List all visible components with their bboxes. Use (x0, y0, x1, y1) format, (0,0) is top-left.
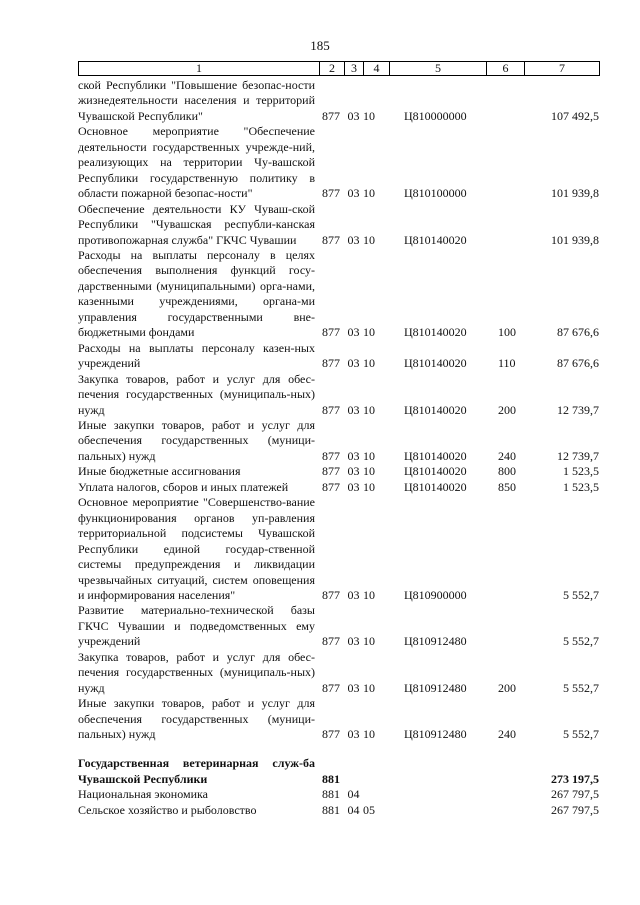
row-name: Обеспечение деятельности КУ Чуваш-ской Республики "Чувашская республи-канская противопожарная служба" ГКЧС Чувашии (78, 201, 315, 247)
table-row (78, 418, 599, 464)
row-amount: 273 197,5 (551, 771, 599, 786)
table-row (78, 464, 599, 479)
table-row (78, 124, 599, 201)
row-code-expense-type (486, 202, 524, 248)
row-name: Национальная экономика (78, 787, 208, 802)
row-code-admin: 881 (322, 802, 340, 817)
row-code-section: 03 (347, 232, 360, 247)
row-code-admin: 877 (322, 232, 340, 247)
row-amount: 101 939,8 (551, 232, 599, 247)
row-code-target: Ц810912480 (404, 727, 467, 742)
row-amount: 5 552,7 (563, 680, 599, 695)
row-amount: 101 939,8 (551, 186, 599, 201)
row-name: Расходы на выплаты персоналу казен-ных учреждений (78, 340, 315, 371)
budget-table (78, 78, 599, 818)
row-code-target: Ц810140020 (404, 356, 467, 371)
row-amount: 107 492,5 (551, 108, 599, 123)
row-code-subsection: 10 (363, 325, 375, 340)
row-code-section: 03 (347, 186, 360, 201)
row-code-expense-type (486, 756, 524, 787)
row-code-admin: 877 (322, 325, 340, 340)
row-code-subsection: 10 (363, 448, 375, 463)
row-code-subsection: 10 (363, 356, 375, 371)
row-code-section: 03 (347, 680, 360, 695)
row-code-expense-type: 850 (498, 479, 516, 494)
row-name: ской Республики "Повышение безопас-ности жизнедеятельности населения и территорий Чувашской Республики" (78, 78, 315, 123)
table-row (78, 248, 599, 341)
row-code-section: 03 (347, 634, 360, 649)
row-code-section: 03 (347, 587, 360, 602)
row-code-expense-type (486, 603, 524, 649)
row-name: Закупка товаров, работ и услуг для обес-печения государственных (муниципаль-ных) нужд (78, 649, 315, 695)
row-code-admin: 881 (322, 771, 340, 786)
row-code-target: Ц810140020 (404, 479, 467, 494)
row-code-section: 04 (347, 802, 360, 817)
row-amount: 12 739,7 (557, 448, 599, 463)
row-code-target: Ц810140020 (404, 464, 467, 479)
row-name: Основное мероприятие "Обеспечение деятельности государственных учрежде-ний, реализующих на территории Чу-вашской Республики государственную политику в области пожарной безопас-ности" (78, 124, 315, 201)
row-amount: 12 739,7 (557, 402, 599, 417)
row-amount: 267 797,5 (551, 802, 599, 817)
row-spacer (78, 742, 599, 756)
row-code-section: 03 (347, 108, 360, 123)
row-name: Государственная ветеринарная служ-ба Чувашской Республики (78, 756, 315, 786)
row-code-expense-type: 200 (498, 680, 516, 695)
row-code-expense-type: 100 (498, 325, 516, 340)
column-header: 5 (390, 62, 487, 76)
row-code-admin: 877 (322, 448, 340, 463)
row-amount: 5 552,7 (563, 634, 599, 649)
row-amount: 5 552,7 (563, 587, 599, 602)
row-code-expense-type (486, 78, 524, 124)
row-code-admin: 877 (322, 108, 340, 123)
table-row (78, 696, 599, 742)
row-code-section: 04 (347, 787, 360, 802)
row-code-target (389, 756, 486, 787)
row-code-subsection: 10 (363, 479, 375, 494)
row-code-admin: 877 (322, 680, 340, 695)
row-code-subsection: 10 (363, 402, 375, 417)
column-header: 6 (487, 62, 525, 76)
row-code-admin: 877 (322, 402, 340, 417)
row-amount: 87 676,6 (557, 325, 599, 340)
row-code-expense-type (486, 803, 524, 818)
row-code-expense-type (486, 787, 524, 802)
row-code-section: 03 (347, 727, 360, 742)
row-code-subsection: 05 (363, 802, 375, 817)
row-code-section: 03 (347, 448, 360, 463)
table-row (78, 480, 599, 495)
row-code-admin: 881 (322, 787, 340, 802)
row-code-expense-type: 240 (498, 448, 516, 463)
row-code-admin: 877 (322, 186, 340, 201)
row-code-target: Ц810912480 (404, 680, 467, 695)
row-code-target: Ц810100000 (404, 186, 467, 201)
table-row (78, 341, 599, 372)
row-amount: 1 523,5 (563, 479, 599, 494)
row-name: Развитие материально-технической базы ГКЧС Чувашии и подведомственных ему учреждений (78, 603, 315, 649)
row-code-section: 03 (347, 356, 360, 371)
table-row (78, 202, 599, 248)
row-code-subsection: 10 (363, 232, 375, 247)
row-code-expense-type (486, 124, 524, 201)
column-header: 3 (345, 62, 364, 76)
row-code-subsection: 10 (363, 186, 375, 201)
table-row (78, 650, 599, 696)
row-code-target: Ц810912480 (404, 634, 467, 649)
row-amount: 5 552,7 (563, 727, 599, 742)
row-code-admin: 877 (322, 727, 340, 742)
row-name: Расходы на выплаты персоналу в целях обеспечения выполнения функций госу-дарственными (муниципальными) орга-нами, казенными учреждениями, органа-ми управления государственными вне-бюджетными фондами (78, 247, 315, 340)
row-code-subsection: 10 (363, 587, 375, 602)
row-code-target: Ц810000000 (404, 108, 467, 123)
table-row (78, 803, 599, 818)
row-code-subsection (363, 756, 389, 787)
row-code-section: 03 (347, 464, 360, 479)
table-row (78, 495, 599, 603)
row-code-subsection: 10 (363, 727, 375, 742)
row-code-target: Ц810140020 (404, 448, 467, 463)
table-row (78, 372, 599, 418)
row-code-target (389, 803, 486, 818)
table-header (78, 61, 600, 76)
row-name: Иные закупки товаров, работ и услуг для обеспечения государственных (муници-пальных) нужд (78, 417, 315, 463)
column-header: 4 (364, 62, 390, 76)
column-header: 2 (320, 62, 345, 76)
row-code-section (344, 756, 363, 787)
row-code-subsection (363, 787, 389, 802)
row-code-section: 03 (347, 325, 360, 340)
row-code-admin: 877 (322, 479, 340, 494)
row-code-expense-type: 800 (498, 464, 516, 479)
row-name: Сельское хозяйство и рыболовство (78, 802, 257, 817)
row-code-admin: 877 (322, 356, 340, 371)
row-name: Уплата налогов, сборов и иных платежей (78, 479, 289, 494)
table-row (78, 78, 599, 124)
row-amount: 1 523,5 (563, 464, 599, 479)
row-code-admin: 877 (322, 634, 340, 649)
table-row (78, 787, 599, 802)
row-code-subsection: 10 (363, 464, 375, 479)
row-name: Иные бюджетные ассигнования (78, 464, 241, 479)
table-row (78, 603, 599, 649)
row-code-target: Ц810140020 (404, 402, 467, 417)
row-amount: 87 676,6 (557, 356, 599, 371)
row-code-target: Ц810140020 (404, 232, 467, 247)
row-amount: 267 797,5 (551, 787, 599, 802)
row-name: Основное мероприятие "Совершенство-вание функционирования органов уп-равления территориальной подсистемы Чувашской Республики единой государ-ственной системы предупреждения и ликвидации чрезвычайных ситуаций, систем оповещения и информирования населения" (78, 495, 315, 602)
row-code-section: 03 (347, 479, 360, 494)
row-code-subsection: 10 (363, 108, 375, 123)
row-code-section: 03 (347, 402, 360, 417)
row-code-expense-type: 110 (498, 356, 516, 371)
page-number: 185 (310, 38, 330, 53)
row-code-target: Ц810900000 (404, 587, 467, 602)
column-header: 7 (525, 62, 600, 76)
row-code-admin: 877 (322, 587, 340, 602)
row-code-subsection: 10 (363, 680, 375, 695)
row-name: Иные закупки товаров, работ и услуг для обеспечения государственных (муници-пальных) нужд (78, 696, 315, 742)
row-code-expense-type (486, 495, 524, 603)
row-code-expense-type: 200 (498, 402, 516, 417)
table-row (78, 756, 599, 787)
row-code-expense-type: 240 (498, 727, 516, 742)
row-code-subsection: 10 (363, 634, 375, 649)
row-name: Закупка товаров, работ и услуг для обес-печения государственных (муниципаль-ных) нужд (78, 371, 315, 417)
column-header: 1 (79, 62, 320, 76)
row-code-target (389, 787, 486, 802)
row-code-target: Ц810140020 (404, 325, 467, 340)
budget-table-body (78, 78, 599, 818)
row-code-admin: 877 (322, 464, 340, 479)
